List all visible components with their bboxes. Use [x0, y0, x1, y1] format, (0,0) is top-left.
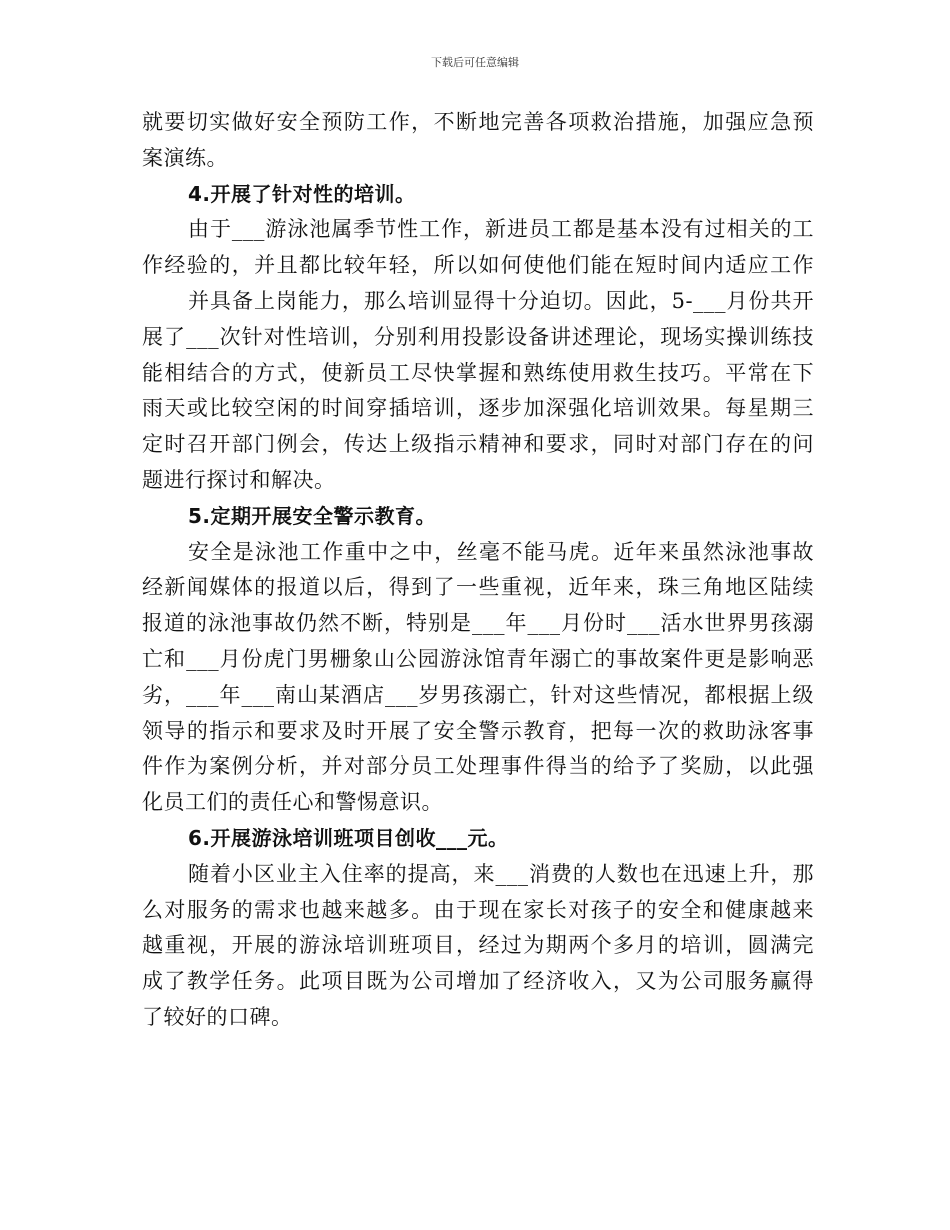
paragraph-prevention — [142, 105, 814, 177]
section-heading-safety-education: 5.定期开展安全警示教育。 — [188, 503, 437, 528]
text-line: 能相结合的方式，使新员工尽快掌握和熟练使用救生技巧。平常在下 — [142, 360, 814, 385]
paragraph-training-intro — [142, 212, 814, 284]
page-header: 下载后可任意编辑 — [431, 56, 519, 69]
text-line: 越重视，开展的游泳培训班项目，经过为期两个多月的培训，圆满完 — [142, 933, 814, 958]
section-heading-training: 4.开展了针对性的培训。 — [188, 181, 416, 206]
text-line: 安全是泳池工作重中之中，丝毫不能马虎。近年来虽然泳池事故 — [188, 539, 814, 564]
text-line: 报道的泳池事故仍然不断，特别是___年___月份时___活水世界男孩溺 — [142, 611, 814, 636]
paragraph-safety-education — [142, 535, 814, 821]
text-line: 领导的指示和要求及时开展了安全警示教育，把每一次的救助泳客事 — [142, 718, 814, 743]
text-line: 经新闻媒体的报道以后，得到了一些重视，近年来，珠三角地区陆续 — [142, 575, 814, 600]
text-line: 定时召开部门例会，传达上级指示精神和要求，同时对部门存在的问 — [142, 432, 814, 457]
paragraph-training-detail — [142, 284, 814, 499]
text-line: 并具备上岗能力，那么培训显得十分迫切。因此，5-___月份共开 — [188, 288, 814, 313]
text-line: 亡和___月份虎门男栅象山公园游泳馆青年溺亡的事故案件更是影响恶 — [142, 646, 814, 671]
section-heading-swim-class: 6.开展游泳培训班项目创收___元。 — [188, 825, 509, 850]
paragraph-swim-class — [142, 857, 814, 1036]
text-line: 随着小区业主入住率的提高，来___消费的人数也在迅速上升，那 — [188, 861, 814, 886]
text-line: 题进行探讨和解决。 — [142, 467, 336, 492]
text-line: 了较好的口碑。 — [142, 1004, 293, 1029]
text-line: 案演练。 — [142, 145, 228, 170]
text-line: 劣，___年___南山某酒店___岁男孩溺亡，针对这些情况，都根据上级 — [142, 682, 814, 707]
text-line: 件作为案例分析，并对部分员工处理事件得当的给予了奖励，以此强 — [142, 754, 814, 779]
text-line: 就要切实做好安全预防工作，不断地完善各项救治措施，加强应急预 — [142, 110, 814, 134]
text-line: 由于___游泳池属季节性工作，新进员工都是基本没有过相关的工 — [188, 217, 814, 242]
text-line: 展了___次针对性培训，分别利用投影设备讲述理论，现场实操训练技 — [142, 324, 814, 349]
document-body — [142, 105, 814, 1036]
text-line: 化员工们的责任心和警惕意识。 — [142, 790, 443, 815]
text-line: 作经验的，并且都比较年轻，所以如何使他们能在短时间内适应工作 — [142, 253, 814, 278]
text-line: 成了教学任务。此项目既为公司增加了经济收入，又为公司服务赢得 — [142, 969, 814, 994]
text-line: 么对服务的需求也越来越多。由于现在家长对孩子的安全和健康越来 — [142, 897, 814, 922]
text-line: 雨天或比较空闲的时间穿插培训，逐步加深强化培训效果。每星期三 — [142, 396, 814, 421]
